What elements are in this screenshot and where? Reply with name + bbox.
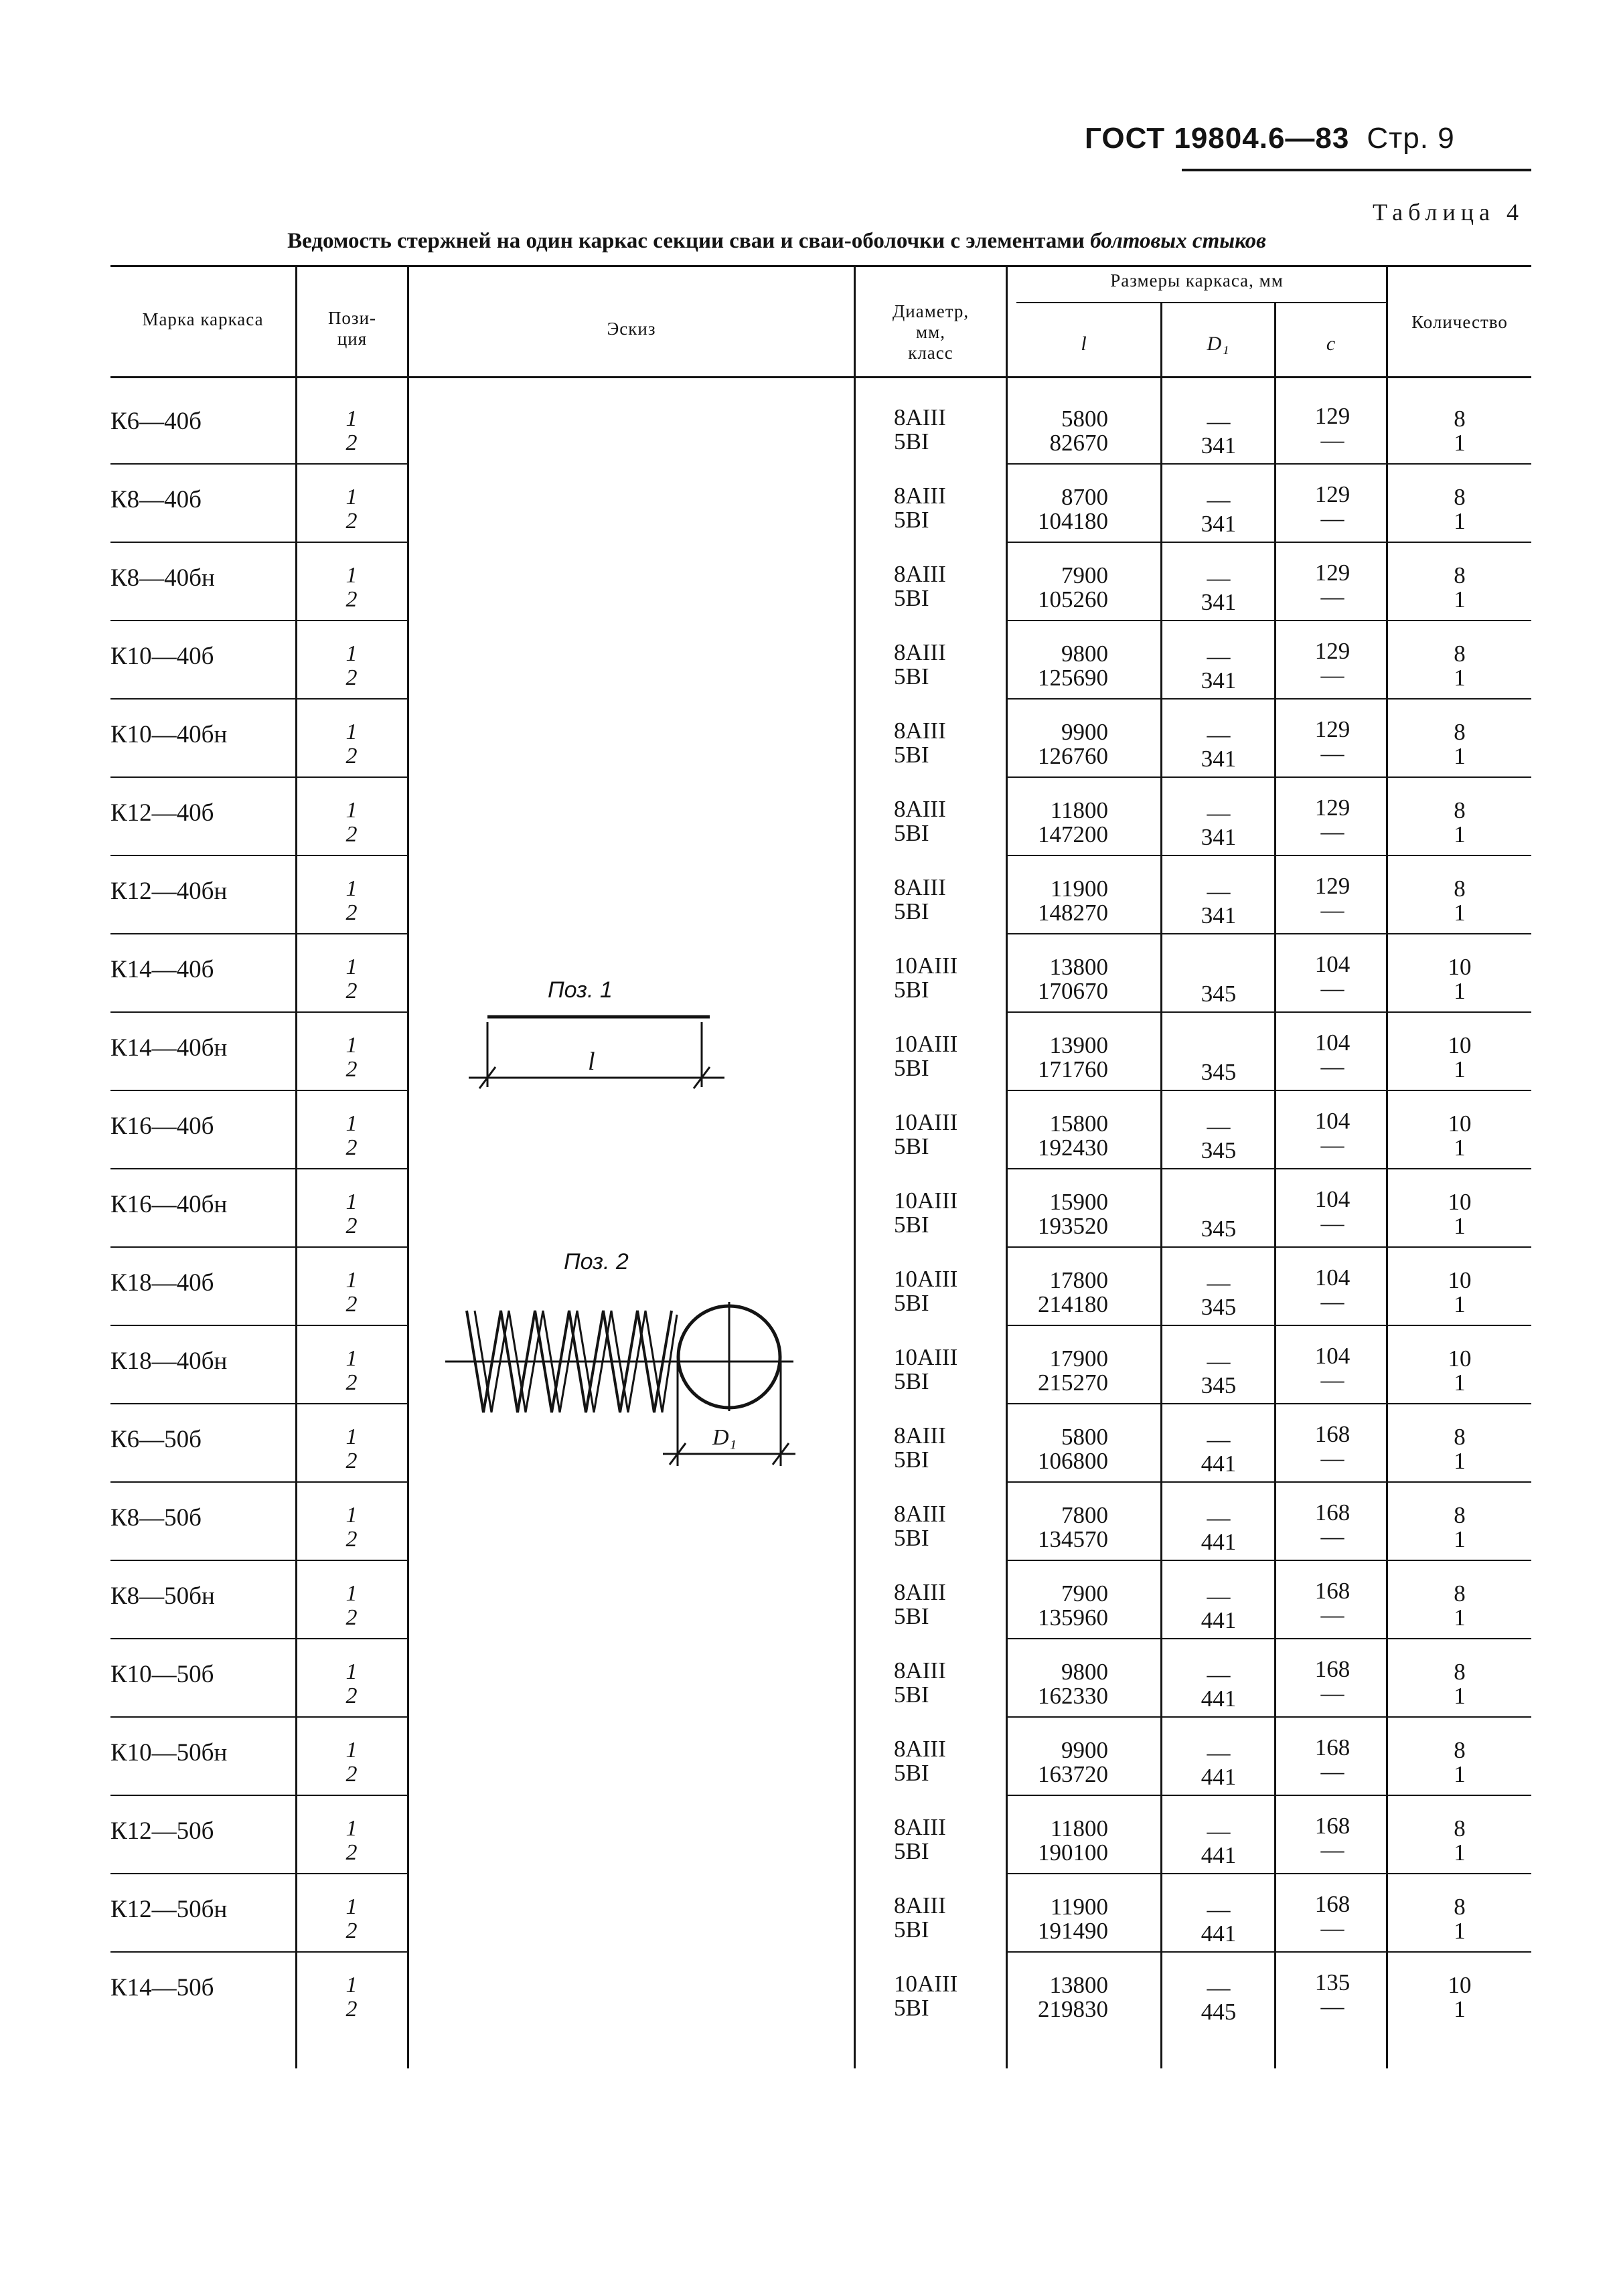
row-c-2: —: [1320, 975, 1344, 1001]
row-diam-1: 10AIII: [894, 1187, 958, 1214]
row-c-2: —: [1320, 1289, 1344, 1315]
row-qty-2: 1: [1454, 1448, 1466, 1474]
row-qty-1: 8: [1454, 1580, 1466, 1607]
row-mark: К10—50бн: [110, 1739, 228, 1767]
row-l-2: 215270: [1038, 1370, 1108, 1396]
row-pos-1: 1: [345, 1346, 358, 1371]
sketch-label-l: l: [588, 1048, 595, 1076]
row-d1-value: 441: [1201, 1607, 1237, 1633]
row-l-1: 11900: [1050, 1894, 1108, 1920]
row-qty-2: 1: [1454, 508, 1466, 534]
row-mark: К12—40бн: [110, 878, 228, 905]
row-pos-1: 1: [345, 1581, 358, 1606]
row-qty-1: 8: [1454, 876, 1466, 902]
row-pos-2: 2: [345, 1214, 358, 1238]
row-l-1: 5800: [1061, 1424, 1108, 1450]
row-pos-2: 2: [345, 1135, 358, 1160]
row-l-2: 171760: [1038, 1056, 1108, 1082]
row-pos-1: 1: [345, 955, 358, 979]
row-diam-2: 5BI: [894, 1290, 929, 1316]
row-mark: К10—40бн: [110, 721, 228, 748]
row-c-1: 129: [1314, 403, 1351, 429]
row-pos-1: 1: [345, 1503, 358, 1528]
row-pos-1: 1: [345, 1816, 358, 1841]
row-pos-1: 1: [345, 798, 358, 823]
row-l-1: 17900: [1049, 1345, 1108, 1372]
row-mark: К12—50б: [110, 1817, 214, 1845]
row-l-2: 148270: [1038, 900, 1108, 926]
row-diam-2: 5BI: [894, 1055, 929, 1081]
row-diam-2: 5BI: [894, 585, 929, 611]
row-d1-value: 341: [1201, 902, 1237, 928]
row-diam-1: 8AIII: [894, 483, 946, 509]
row-qty-1: 8: [1454, 1815, 1466, 1841]
row-pos-2: 2: [345, 665, 358, 690]
row-d1-value: 341: [1201, 824, 1237, 850]
row-c-2: —: [1320, 1993, 1344, 2020]
row-c-2: —: [1320, 427, 1344, 453]
row-c-1: 129: [1314, 795, 1351, 821]
col-header-pos-1: Пози-: [327, 308, 377, 328]
col-header-c: c: [1326, 333, 1336, 355]
row-diam-1: 8AIII: [894, 1501, 946, 1527]
row-pos-1: 1: [345, 1659, 358, 1684]
row-c-1: 104: [1314, 1264, 1351, 1291]
row-c-2: —: [1320, 1445, 1344, 1471]
row-d1-dash: —: [1207, 722, 1231, 748]
row-qty-1: 10: [1448, 1032, 1472, 1058]
row-c-1: 129: [1314, 481, 1351, 507]
row-pos-2: 2: [345, 822, 358, 847]
row-qty-1: 8: [1454, 1424, 1466, 1450]
row-d1-value: 341: [1201, 432, 1237, 459]
row-pos-2: 2: [345, 1449, 358, 1473]
row-mark: К18—40бн: [110, 1347, 228, 1375]
row-pos-1: 1: [345, 1268, 358, 1293]
row-diam-2: 5BI: [894, 1447, 929, 1473]
row-pos-1: 1: [345, 1424, 358, 1449]
row-pos-1: 1: [345, 720, 358, 744]
row-l-2: 162330: [1038, 1683, 1108, 1709]
row-mark: К12—50бн: [110, 1896, 228, 1923]
row-d1-value: 345: [1201, 1137, 1237, 1163]
row-diam-2: 5BI: [894, 507, 929, 533]
row-mark: К14—50б: [110, 1974, 214, 2001]
row-qty-2: 1: [1454, 1213, 1466, 1239]
row-c-1: 135: [1314, 1969, 1351, 1995]
row-d1-dash: —: [1207, 1661, 1231, 1688]
row-l-2: 134570: [1038, 1526, 1108, 1552]
row-l-1: 15800: [1049, 1111, 1108, 1137]
row-c-2: —: [1320, 819, 1344, 845]
col-header-diam-2: мм,: [916, 322, 945, 342]
row-qty-1: 8: [1454, 562, 1466, 588]
row-l-2: 214180: [1038, 1291, 1108, 1317]
row-qty-1: 8: [1454, 1737, 1466, 1763]
row-qty-1: 8: [1454, 719, 1466, 745]
row-qty-2: 1: [1454, 430, 1466, 456]
row-diam-1: 8AIII: [894, 1657, 946, 1684]
row-c-1: 104: [1314, 951, 1351, 977]
row-pos-2: 2: [345, 1292, 358, 1317]
col-header-d1: D₁: [1207, 333, 1230, 355]
row-d1-value: 341: [1201, 589, 1237, 615]
row-qty-1: 10: [1448, 1189, 1472, 1215]
row-qty-1: 8: [1454, 406, 1466, 432]
row-c-1: 168: [1314, 1578, 1351, 1604]
row-qty-1: 10: [1448, 1972, 1472, 1998]
row-d1-value: 441: [1201, 1451, 1237, 1477]
row-c-1: 129: [1314, 716, 1351, 742]
row-c-2: —: [1320, 662, 1344, 688]
row-d1-dash: —: [1207, 565, 1231, 591]
row-qty-1: 10: [1448, 1267, 1472, 1293]
row-c-2: —: [1320, 1915, 1344, 1941]
row-c-2: —: [1320, 1680, 1344, 1706]
row-pos-2: 2: [345, 900, 358, 925]
row-mark: К12—40б: [110, 799, 214, 827]
row-l-1: 7900: [1061, 1580, 1108, 1607]
row-diam-1: 8AIII: [894, 1422, 946, 1449]
row-c-1: 168: [1314, 1656, 1351, 1682]
row-qty-2: 1: [1454, 1291, 1466, 1317]
row-diam-2: 5BI: [894, 1995, 929, 2021]
row-diam-2: 5BI: [894, 1916, 929, 1943]
row-d1-value: 345: [1201, 981, 1237, 1007]
row-l-1: 9800: [1061, 1659, 1108, 1685]
row-c-2: —: [1320, 1837, 1344, 1863]
row-diam-1: 10AIII: [894, 1971, 958, 1997]
caption-italic: болтовых стыков: [1090, 229, 1266, 253]
row-qty-2: 1: [1454, 743, 1466, 769]
row-pos-1: 1: [345, 876, 358, 901]
row-c-2: —: [1320, 505, 1344, 531]
row-pos-2: 2: [345, 509, 358, 534]
row-l-1: 15900: [1049, 1189, 1108, 1215]
row-qty-1: 10: [1448, 954, 1472, 980]
row-d1-value: 341: [1201, 746, 1237, 772]
row-pos-2: 2: [345, 1057, 358, 1082]
row-l-2: 192430: [1038, 1135, 1108, 1161]
col-header-diam-3: класс: [908, 343, 953, 363]
col-header-mark: Марка каркаса: [142, 309, 264, 329]
row-qty-1: 8: [1454, 641, 1466, 667]
col-header-pos-2: ция: [337, 329, 368, 349]
row-l-2: 191490: [1038, 1918, 1108, 1944]
row-diam-2: 5BI: [894, 1838, 929, 1864]
row-d1-dash: —: [1207, 1426, 1231, 1453]
row-c-1: 104: [1314, 1108, 1351, 1134]
row-d1-value: 445: [1201, 1999, 1237, 2025]
row-d1-dash: —: [1207, 1583, 1231, 1609]
row-diam-2: 5BI: [894, 428, 929, 455]
row-mark: К16—40б: [110, 1113, 214, 1140]
row-pos-1: 1: [345, 1973, 358, 1997]
row-pos-2: 2: [345, 1762, 358, 1787]
row-diam-2: 5BI: [894, 1212, 929, 1238]
row-l-2: 147200: [1038, 821, 1108, 847]
row-mark: К6—40б: [110, 408, 202, 435]
row-mark: К18—40б: [110, 1269, 214, 1297]
col-header-sizes: Размеры каркаса, мм: [1110, 270, 1284, 291]
row-l-1: 9900: [1061, 1737, 1108, 1763]
row-mark: К8—50б: [110, 1504, 202, 1532]
row-diam-2: 5BI: [894, 742, 929, 768]
row-l-1: 11900: [1050, 876, 1108, 902]
row-diam-2: 5BI: [894, 1603, 929, 1629]
row-l-2: 219830: [1038, 1996, 1108, 2022]
row-l-2: 190100: [1038, 1839, 1108, 1866]
sketch-label-pos2: Поз. 2: [564, 1249, 629, 1275]
row-qty-2: 1: [1454, 821, 1466, 847]
row-qty-2: 1: [1454, 978, 1466, 1004]
row-diam-1: 10AIII: [894, 1344, 958, 1370]
row-pos-2: 2: [345, 587, 358, 612]
row-l-1: 9900: [1061, 719, 1108, 745]
row-c-1: 168: [1314, 1499, 1351, 1526]
row-diam-1: 8AIII: [894, 796, 946, 822]
row-diam-1: 10AIII: [894, 953, 958, 979]
row-l-1: 13800: [1049, 1972, 1108, 1998]
row-l-1: 8700: [1061, 484, 1108, 510]
row-c-1: 104: [1314, 1343, 1351, 1369]
row-qty-2: 1: [1454, 1135, 1466, 1161]
row-qty-2: 1: [1454, 1761, 1466, 1787]
row-diam-1: 8AIII: [894, 874, 946, 900]
row-qty-2: 1: [1454, 1526, 1466, 1552]
row-diam-2: 5BI: [894, 663, 929, 689]
row-pos-2: 2: [345, 1918, 358, 1943]
row-c-2: —: [1320, 1132, 1344, 1158]
row-qty-2: 1: [1454, 586, 1466, 612]
col-header-sketch: Эскиз: [607, 319, 656, 339]
row-pos-2: 2: [345, 1684, 358, 1708]
row-diam-1: 8AIII: [894, 718, 946, 744]
row-c-1: 104: [1314, 1186, 1351, 1212]
row-qty-2: 1: [1454, 900, 1466, 926]
col-header-diam-1: Диаметр,: [892, 301, 970, 321]
row-c-1: 129: [1314, 873, 1351, 899]
row-d1-dash: —: [1207, 1818, 1231, 1844]
row-pos-1: 1: [345, 1033, 358, 1058]
row-c-2: —: [1320, 897, 1344, 923]
row-diam-1: 8AIII: [894, 1736, 946, 1762]
row-d1-dash: —: [1207, 1348, 1231, 1374]
row-d1-dash: —: [1207, 800, 1231, 826]
row-d1-value: 441: [1201, 1920, 1237, 1947]
document-number: ГОСТ 19804.6—83: [1085, 122, 1350, 155]
row-c-1: 168: [1314, 1891, 1351, 1917]
row-diam-2: 5BI: [894, 1682, 929, 1708]
col-header-l: l: [1081, 333, 1087, 355]
row-d1-value: 441: [1201, 1764, 1237, 1790]
row-qty-2: 1: [1454, 1839, 1466, 1866]
row-mark: К6—50б: [110, 1426, 202, 1453]
row-d1-dash: —: [1207, 878, 1231, 904]
row-l-2: 135960: [1038, 1605, 1108, 1631]
row-diam-2: 5BI: [894, 1133, 929, 1159]
row-c-1: 129: [1314, 638, 1351, 664]
row-l-2: 106800: [1038, 1448, 1108, 1474]
row-qty-2: 1: [1454, 1683, 1466, 1709]
row-diam-2: 5BI: [894, 898, 929, 924]
row-l-1: 7800: [1061, 1502, 1108, 1528]
row-l-1: 11800: [1050, 797, 1108, 823]
row-c-1: 168: [1314, 1421, 1351, 1447]
row-c-2: —: [1320, 1210, 1344, 1236]
row-pos-1: 1: [345, 641, 358, 666]
row-pos-2: 2: [345, 1527, 358, 1552]
row-pos-1: 1: [345, 1190, 358, 1214]
caption-main: Ведомость стержней на один каркас секции сваи и сваи-оболочки с элементами: [287, 229, 1085, 253]
row-d1-value: 441: [1201, 1842, 1237, 1868]
row-d1-dash: —: [1207, 408, 1231, 434]
row-d1-value: 345: [1201, 1059, 1237, 1085]
row-diam-1: 8AIII: [894, 639, 946, 665]
row-pos-2: 2: [345, 979, 358, 1003]
row-pos-1: 1: [345, 1894, 358, 1919]
col-header-qty: Количество: [1411, 312, 1508, 332]
row-pos-1: 1: [345, 1738, 358, 1762]
row-l-2: 125690: [1038, 665, 1108, 691]
row-c-2: —: [1320, 740, 1344, 766]
row-qty-1: 10: [1448, 1111, 1472, 1137]
row-qty-2: 1: [1454, 1605, 1466, 1631]
row-diam-1: 8AIII: [894, 1579, 946, 1605]
row-pos-2: 2: [345, 1605, 358, 1630]
row-d1-dash: —: [1207, 1896, 1231, 1922]
row-d1-dash: —: [1207, 1270, 1231, 1296]
row-d1-value: 441: [1201, 1529, 1237, 1555]
row-c-1: 104: [1314, 1030, 1351, 1056]
sketch-label-d1: D₁: [712, 1425, 737, 1450]
row-l-1: 13900: [1049, 1032, 1108, 1058]
row-c-1: 168: [1314, 1734, 1351, 1760]
row-l-2: 193520: [1038, 1213, 1108, 1239]
row-diam-1: 8AIII: [894, 404, 946, 430]
row-c-2: —: [1320, 584, 1344, 610]
row-c-2: —: [1320, 1524, 1344, 1550]
row-d1-value: 341: [1201, 667, 1237, 693]
row-l-1: 7900: [1061, 562, 1108, 588]
row-pos-1: 1: [345, 1111, 358, 1136]
row-d1-dash: —: [1207, 487, 1231, 513]
row-qty-1: 8: [1454, 1659, 1466, 1685]
row-diam-2: 5BI: [894, 1760, 929, 1786]
row-diam-1: 10AIII: [894, 1266, 958, 1292]
row-mark: К14—40б: [110, 956, 214, 983]
row-l-1: 17800: [1049, 1267, 1108, 1293]
row-mark: К14—40бн: [110, 1034, 228, 1062]
row-l-1: 9800: [1061, 641, 1108, 667]
row-l-2: 126760: [1038, 743, 1108, 769]
row-diam-2: 5BI: [894, 977, 929, 1003]
row-pos-1: 1: [345, 485, 358, 509]
row-l-1: 5800: [1061, 406, 1108, 432]
row-c-2: —: [1320, 1367, 1344, 1393]
row-qty-1: 8: [1454, 1894, 1466, 1920]
row-qty-1: 8: [1454, 1502, 1466, 1528]
row-pos-2: 2: [345, 430, 358, 455]
row-diam-1: 8AIII: [894, 561, 946, 587]
row-diam-1: 8AIII: [894, 1814, 946, 1840]
sketch-label-pos1: Поз. 1: [548, 977, 613, 1003]
row-c-1: 168: [1314, 1813, 1351, 1839]
row-l-2: 163720: [1038, 1761, 1108, 1787]
row-pos-2: 2: [345, 744, 358, 768]
row-l-2: 170670: [1038, 978, 1108, 1004]
row-mark: К8—40бн: [110, 564, 215, 592]
row-diam-2: 5BI: [894, 1525, 929, 1551]
row-c-2: —: [1320, 1054, 1344, 1080]
row-diam-1: 10AIII: [894, 1031, 958, 1057]
row-diam-1: 8AIII: [894, 1892, 946, 1918]
page-number: Стр. 9: [1367, 122, 1455, 155]
row-d1-dash: —: [1207, 643, 1231, 669]
row-pos-1: 1: [345, 563, 358, 588]
row-d1-value: 341: [1201, 511, 1237, 537]
row-d1-value: 345: [1201, 1294, 1237, 1320]
row-qty-1: 8: [1454, 484, 1466, 510]
row-qty-1: 10: [1448, 1345, 1472, 1372]
row-qty-1: 8: [1454, 797, 1466, 823]
row-l-1: 11800: [1050, 1815, 1108, 1841]
row-d1-dash: —: [1207, 1113, 1231, 1139]
row-qty-2: 1: [1454, 1056, 1466, 1082]
row-diam-1: 10AIII: [894, 1109, 958, 1135]
row-l-2: 82670: [1049, 430, 1108, 456]
row-c-1: 129: [1314, 560, 1351, 586]
row-diam-2: 5BI: [894, 820, 929, 846]
row-d1-dash: —: [1207, 1505, 1231, 1531]
row-l-2: 105260: [1038, 586, 1108, 612]
row-qty-2: 1: [1454, 665, 1466, 691]
row-d1-dash: —: [1207, 1975, 1231, 2001]
row-c-2: —: [1320, 1758, 1344, 1785]
row-qty-2: 1: [1454, 1996, 1466, 2022]
row-l-1: 13800: [1049, 954, 1108, 980]
row-d1-value: 441: [1201, 1686, 1237, 1712]
row-qty-2: 1: [1454, 1370, 1466, 1396]
row-mark: К8—40б: [110, 486, 202, 513]
row-pos-1: 1: [345, 406, 358, 431]
row-mark: К10—50б: [110, 1661, 214, 1688]
row-d1-value: 345: [1201, 1372, 1237, 1398]
row-mark: К16—40бн: [110, 1191, 228, 1218]
row-pos-2: 2: [345, 1370, 358, 1395]
row-d1-dash: —: [1207, 1740, 1231, 1766]
row-mark: К8—50бн: [110, 1582, 215, 1610]
row-d1-value: 345: [1201, 1216, 1237, 1242]
row-l-2: 104180: [1038, 508, 1108, 534]
row-c-2: —: [1320, 1602, 1344, 1628]
row-pos-2: 2: [345, 1840, 358, 1865]
table-label: Таблица 4: [1373, 199, 1524, 226]
row-mark: К10—40б: [110, 643, 214, 670]
row-pos-2: 2: [345, 1997, 358, 2022]
row-qty-2: 1: [1454, 1918, 1466, 1944]
row-diam-2: 5BI: [894, 1368, 929, 1394]
